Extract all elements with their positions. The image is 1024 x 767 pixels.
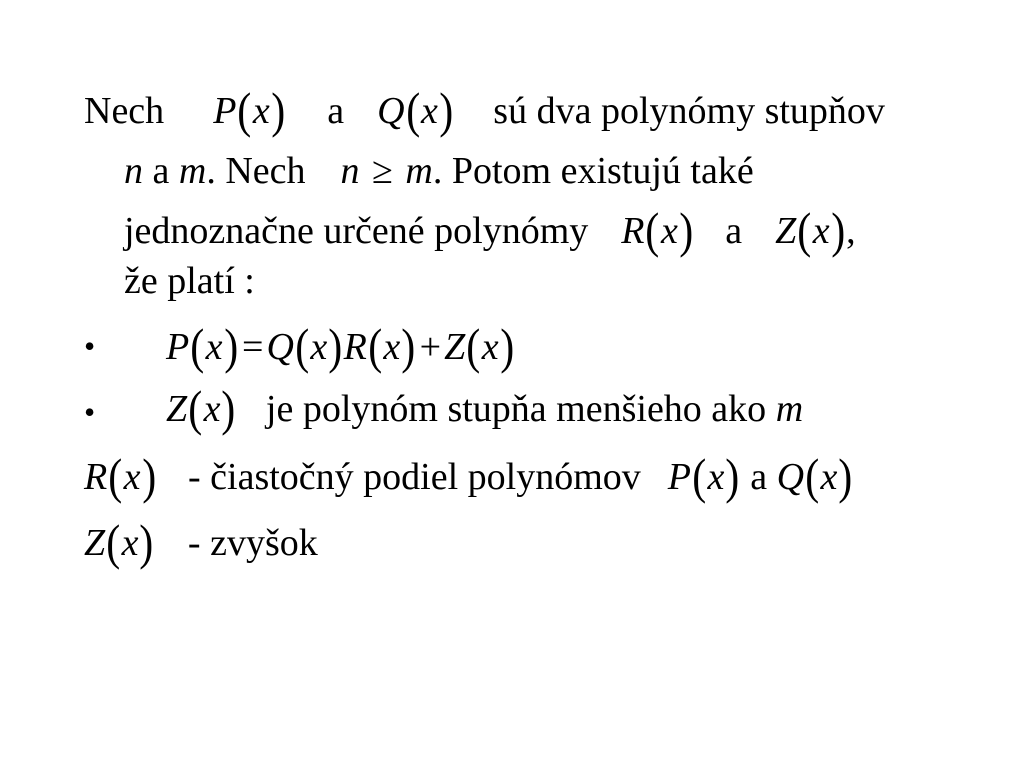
math-R-of-x: R(x) bbox=[84, 449, 156, 504]
math-Z-of-x: Z(x) bbox=[84, 515, 154, 570]
paragraph-line-4 bbox=[124, 262, 255, 300]
plus-sign: + bbox=[419, 326, 442, 369]
text-comma: , bbox=[846, 210, 856, 253]
paragraph-line-3 bbox=[124, 203, 856, 258]
text-remainder: - zvyšok bbox=[187, 522, 318, 565]
text-polynomials-degrees: sú dva polynómy stupňov bbox=[493, 90, 885, 133]
math-R-of-x: R(x) bbox=[621, 203, 694, 258]
math-m: m bbox=[775, 388, 804, 431]
math-P-of-x: P(x) bbox=[667, 449, 740, 504]
math-Q-of-x: Q(x) bbox=[266, 319, 343, 374]
text-a: a bbox=[327, 90, 345, 133]
text-a: a bbox=[750, 456, 768, 499]
bullet-1-marker: • bbox=[84, 328, 96, 364]
math-Q-of-x: Q(x) bbox=[776, 449, 853, 504]
text-ze-plati: že platí : bbox=[124, 260, 255, 302]
text-partial-quotient: - čiastočný podiel polynómov bbox=[188, 456, 641, 499]
text-uniquely-determined: jednoznačne určené polynómy bbox=[124, 210, 589, 253]
definition-remainder bbox=[84, 515, 318, 570]
math-Q-of-x: Q(x) bbox=[377, 83, 454, 138]
paragraph-line-1 bbox=[84, 83, 885, 138]
math-P-of-x: P(x) bbox=[166, 319, 238, 374]
bullet-2-text bbox=[166, 381, 804, 436]
math-R-of-x: R(x) bbox=[343, 319, 416, 374]
text-a: a bbox=[725, 210, 743, 253]
text-remainder-degree: je polynóm stupňa menšieho ako bbox=[265, 388, 767, 431]
text-nech: Nech bbox=[84, 90, 165, 133]
bullet-2-marker: • bbox=[84, 394, 96, 430]
definition-quotient bbox=[84, 449, 854, 504]
text-nech: . Nech bbox=[206, 150, 306, 192]
math-P-of-x: P(x) bbox=[213, 83, 285, 138]
math-n-ge-m: n ≥ m bbox=[340, 150, 433, 192]
math-n: n bbox=[124, 150, 143, 192]
paragraph-line-2 bbox=[124, 152, 754, 190]
math-Z-of-x: Z(x) bbox=[444, 319, 514, 374]
bullet-1-equation bbox=[166, 319, 515, 374]
text-a: a bbox=[152, 150, 170, 192]
math-Z-of-x: Z(x) bbox=[166, 381, 236, 436]
math-m: m bbox=[178, 150, 207, 192]
equals-sign: = bbox=[242, 326, 264, 369]
math-Z-of-x: Z(x) bbox=[775, 203, 845, 258]
text-potom: . Potom existujú také bbox=[432, 150, 754, 192]
